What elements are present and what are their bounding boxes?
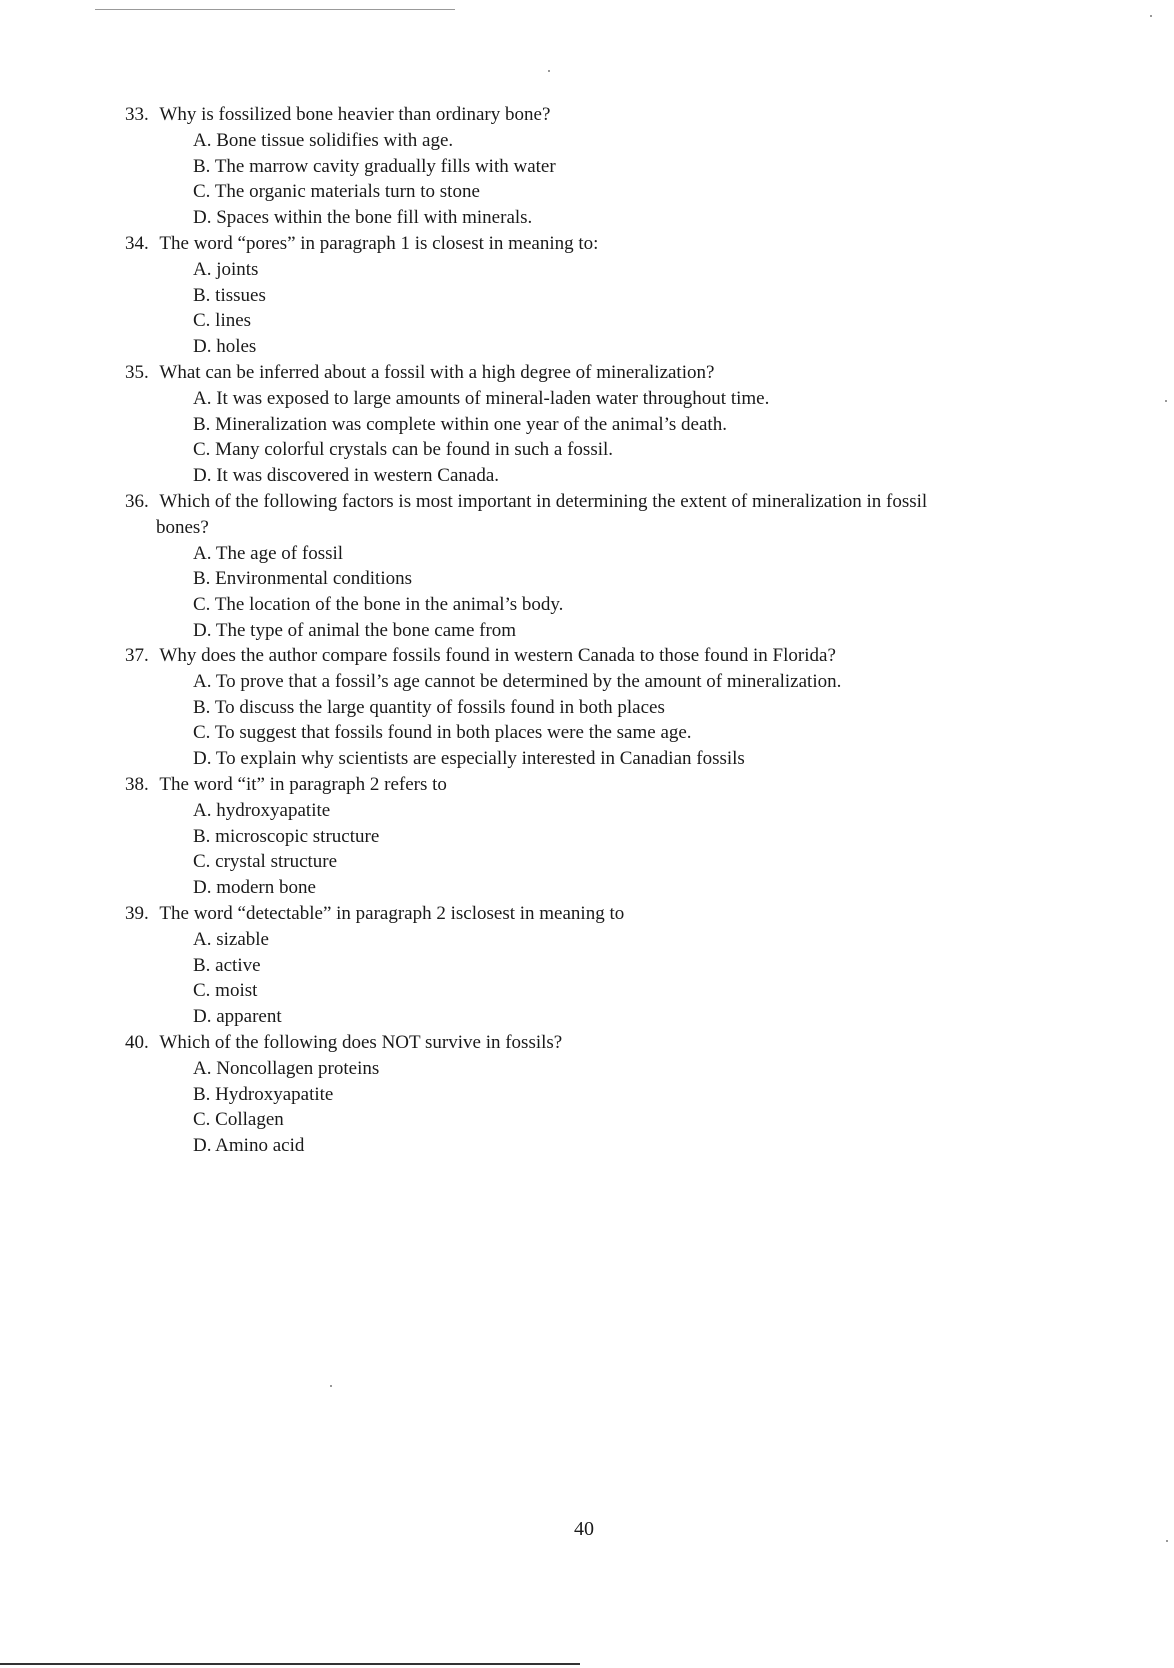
option-d: D. modern bone: [193, 877, 316, 899]
question-stem: [125, 643, 1055, 669]
question-number: 39.: [125, 903, 149, 924]
options-list: [193, 541, 1060, 644]
option-a: A. joints: [193, 258, 259, 280]
option-c: C. The organic materials turn to stone: [193, 181, 480, 203]
option-b: B. microscopic structure: [193, 825, 380, 847]
question-stem: [125, 231, 1055, 257]
option-c: C. Collagen: [193, 1109, 284, 1131]
option-d: D. Spaces within the bone fill with minerals.: [193, 207, 533, 229]
options-list: [193, 1056, 1055, 1159]
page-number: 40: [574, 1518, 594, 1540]
question-text: The word “pores” in paragraph 1 is closest in meaning to:: [159, 233, 599, 254]
scan-speck: [1166, 1540, 1168, 1542]
question-text: Why is fossilized bone heavier than ordinary bone?: [159, 104, 551, 125]
option-b: B. The marrow cavity gradually fills with water: [193, 155, 556, 177]
option-d: D. Amino acid: [193, 1135, 305, 1157]
option-c: C. The location of the bone in the animal’s body.: [193, 594, 564, 616]
option-a: A. Bone tissue solidifies with age.: [193, 129, 454, 151]
option-d: D. holes: [193, 336, 257, 358]
question-33: [125, 102, 1055, 231]
question-34: [125, 231, 1055, 360]
options-list: [193, 669, 1055, 772]
option-a: A. To prove that a fossil’s age cannot be determined by the amount of mineralization.: [193, 670, 842, 692]
options-list: [193, 386, 1055, 489]
option-b: B. tissues: [193, 284, 266, 306]
question-stem: [125, 489, 1060, 541]
question-number: 33.: [125, 104, 149, 125]
question-number: 38.: [125, 774, 149, 795]
question-35: [125, 360, 1055, 489]
options-list: [193, 128, 1055, 231]
scan-speck: [1150, 15, 1152, 17]
option-a: A. hydroxyapatite: [193, 799, 331, 821]
option-a: A. It was exposed to large amounts of mineral-laden water throughout time.: [193, 387, 770, 409]
scan-speck: [330, 1385, 332, 1387]
question-stem: [125, 772, 1055, 798]
option-d: D. The type of animal the bone came from: [193, 619, 517, 641]
option-b: B. To discuss the large quantity of fossils found in both places: [193, 696, 665, 718]
question-text: What can be inferred about a fossil with a high degree of mineralization?: [159, 362, 715, 383]
question-37: [125, 643, 1055, 772]
question-text: Which of the following does NOT survive in fossils?: [159, 1032, 563, 1053]
option-d: D. apparent: [193, 1006, 282, 1028]
bottom-rule: [0, 1663, 580, 1665]
option-b: B. active: [193, 954, 261, 976]
option-b: B. Hydroxyapatite: [193, 1083, 334, 1105]
option-a: A. The age of fossil: [193, 542, 344, 564]
option-a: A. sizable: [193, 928, 269, 950]
question-number: 34.: [125, 233, 149, 254]
option-b: B. Environmental conditions: [193, 568, 413, 590]
question-number: 35.: [125, 362, 149, 383]
question-text: The word “detectable” in paragraph 2 isclosest in meaning to: [159, 903, 625, 924]
options-list: [193, 927, 1055, 1030]
options-list: [193, 798, 1055, 901]
question-number: 37.: [125, 645, 149, 666]
option-c: C. Many colorful crystals can be found in such a fossil.: [193, 439, 614, 461]
option-d: D. It was discovered in western Canada.: [193, 465, 500, 487]
question-stem: [125, 102, 1055, 128]
question-stem: [125, 360, 1055, 386]
option-c: C. To suggest that fossils found in both places were the same age.: [193, 722, 692, 744]
scan-speck: [548, 70, 550, 72]
option-c: C. moist: [193, 980, 258, 1002]
question-text: The word “it” in paragraph 2 refers to: [159, 774, 447, 795]
top-rule: [95, 9, 455, 10]
question-number: 40.: [125, 1032, 149, 1053]
question-stem: [125, 1030, 1055, 1056]
option-c: C. lines: [193, 310, 252, 332]
question-38: [125, 772, 1055, 901]
option-b: B. Mineralization was complete within one year of the animal’s death.: [193, 413, 727, 435]
question-39: [125, 901, 1055, 1030]
question-36: [125, 489, 1060, 644]
question-text: Which of the following factors is most important in determining the extent of mineralization in fossil: [159, 491, 928, 512]
question-stem: [125, 901, 1055, 927]
options-list: [193, 257, 1055, 360]
option-a: A. Noncollagen proteins: [193, 1057, 380, 1079]
question-text: Why does the author compare fossils found in western Canada to those found in Florida?: [159, 645, 836, 666]
question-number: 36.: [125, 491, 149, 512]
question-text-continued: bones?: [156, 516, 209, 538]
scan-speck: [1165, 400, 1167, 402]
option-c: C. crystal structure: [193, 851, 338, 873]
option-d: D. To explain why scientists are especially interested in Canadian fossils: [193, 748, 745, 770]
question-40: [125, 1030, 1055, 1159]
